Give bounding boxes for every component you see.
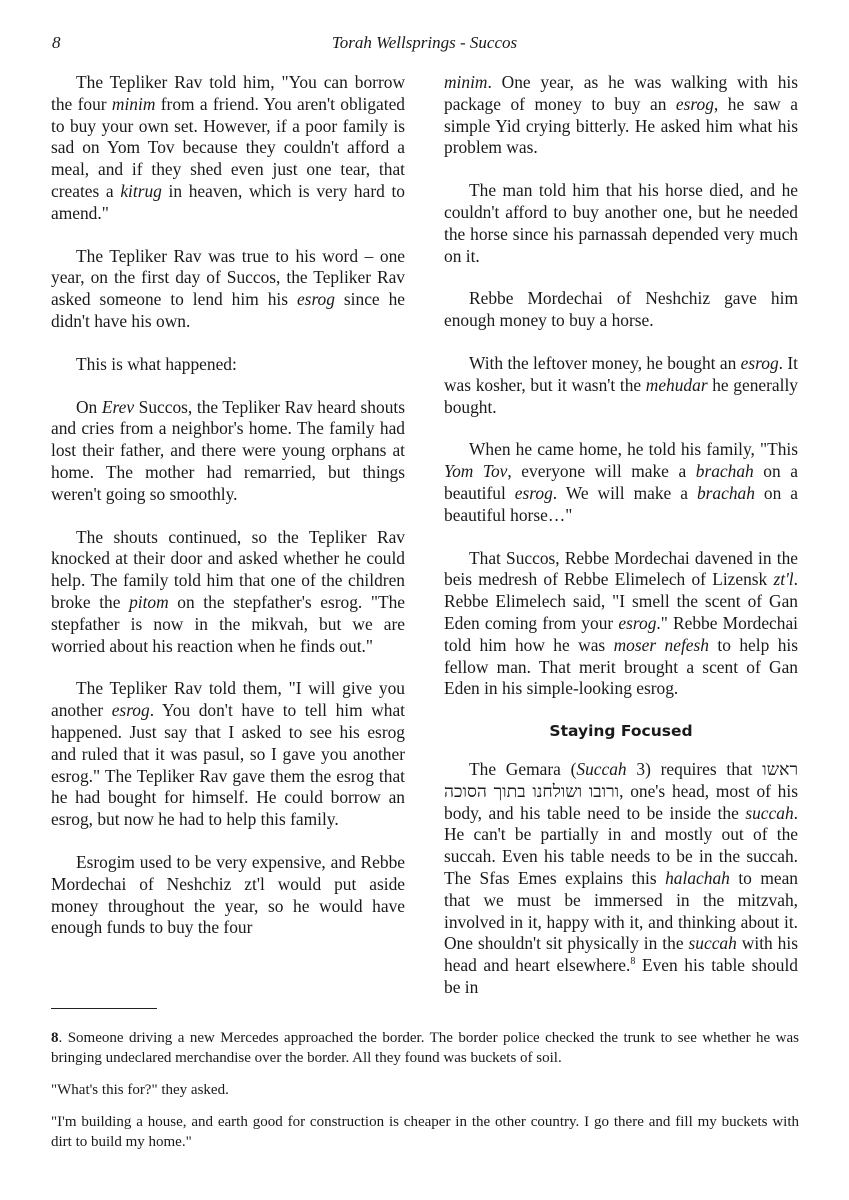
footnotes bbox=[51, 1028, 799, 1164]
footnote-paragraph: "What's this for?" they asked. bbox=[51, 1082, 229, 1098]
paragraph: This is what happened: bbox=[76, 353, 237, 374]
paragraph: When he came home, he told his family, "This Yom Tov, everyone will make a brachah on a beautiful esrog. We will make a brachah on a beautiful horse…" bbox=[444, 439, 798, 525]
paragraph: On Erev Succos, the Tepliker Rav heard shouts and cries from a neighbor's home. The family had lost their father, and there were young orphans at home. The mother had remarried, but things weren't going so smoothly. bbox=[51, 396, 405, 504]
paragraph: The Tepliker Rav told him, "You can borrow the four minim from a friend. You aren't obligated to buy your own set. However, if a poor family is sad on Yom Tov because they couldn't afford a meal, and if they shed even just one tear, that creates a kitrug in heaven, which is very hard to amend." bbox=[51, 72, 406, 223]
paragraph: The man told him that his horse died, and he couldn't afford to buy another one, but he needed the horse since his parnassah depended very much on it. bbox=[444, 180, 798, 266]
left-column bbox=[51, 72, 405, 960]
paragraph: The Tepliker Rav told them, "I will give you another esrog. You don't have to tell him what happened. Just say that I asked to see his esrog and ruled that it was pasul, so I gave you another esrog." The Tepliker Rav gave them the esrog that he had bought for himself. He could borrow an esrog, but now he had to help this family. bbox=[51, 678, 405, 830]
right-column bbox=[444, 72, 798, 1020]
paragraph: minim. One year, as he was walking with his package of money to buy an esrog, he saw a simple Yid crying bitterly. He asked him what his problem was. bbox=[444, 72, 798, 158]
paragraph: With the leftover money, he bought an esrog. It was kosher, but it wasn't the mehudar he generally bought. bbox=[444, 352, 798, 417]
footnote: 8. Someone driving a new Mercedes approached the border. The border police checked the trunk to see whether he was bringing undeclared merchandise over the border. All they found was buckets of soil. bbox=[51, 1030, 799, 1066]
book-title: Torah Wellsprings - Succos bbox=[331, 33, 518, 52]
paragraph: The Tepliker Rav was true to his word – one year, on the first day of Succos, the Tepliker Rav asked someone to lend him his esrog since he didn't have his own. bbox=[51, 245, 406, 331]
paragraph: Rebbe Mordechai of Neshchiz gave him enough money to buy a horse. bbox=[444, 288, 798, 331]
paragraph: That Succos, Rebbe Mordechai davened in the beis medresh of Rebbe Elimelech of Lizensk zt'l. Rebbe Elimelech said, "I smell the scent of Gan Eden coming from your esrog." Rebbe Mordechai told him how he was moser nefesh to help his fellow man. That merit brought a scent of Gan Eden in his simple-looking esrog. bbox=[444, 547, 798, 699]
paragraph: Esrogim used to be very expensive, and Rebbe Mordechai of Neshchiz zt'l would put aside money throughout the year, so he would have enough funds to buy the four bbox=[51, 851, 405, 938]
running-header bbox=[0, 33, 849, 57]
footnote-separator bbox=[51, 1008, 157, 1009]
paragraph: The shouts continued, so the Tepliker Rav knocked at their door and asked whether he could help. The family told him that one of the children broke the pitom on the stepfather's esrog. "The stepfather is now in the mikvah, but we are worried about his reaction when he finds out." bbox=[51, 526, 405, 656]
paragraph: The Gemara (Succah 3) requires that ראשו ורובו ושולחנו בתוך הסוכה, one's head, most of his body, and his table need to be inside the succah. He can't be partially in and mostly out of the succah. Even his table needs to be in the succah. The Sfas Emes explains this halachah to mean that we must be immersed in the mitzvah, involved in it, happy with it, and thinking about it. One shouldn't sit physically in the succah with his head and heart elsewhere.$^8$ Even his table should be in bbox=[444, 758, 798, 997]
footnote-marker[interactable]: 8 bbox=[630, 956, 636, 968]
footnote-paragraph: "I'm building a house, and earth good for construction is cheaper in the other country. I go there and fill my buckets with dirt to build my home." bbox=[51, 1114, 799, 1150]
page-number: 8 bbox=[52, 33, 61, 52]
footnote-number: 8 bbox=[51, 1030, 59, 1046]
section-heading: Staying Focused bbox=[549, 722, 693, 741]
